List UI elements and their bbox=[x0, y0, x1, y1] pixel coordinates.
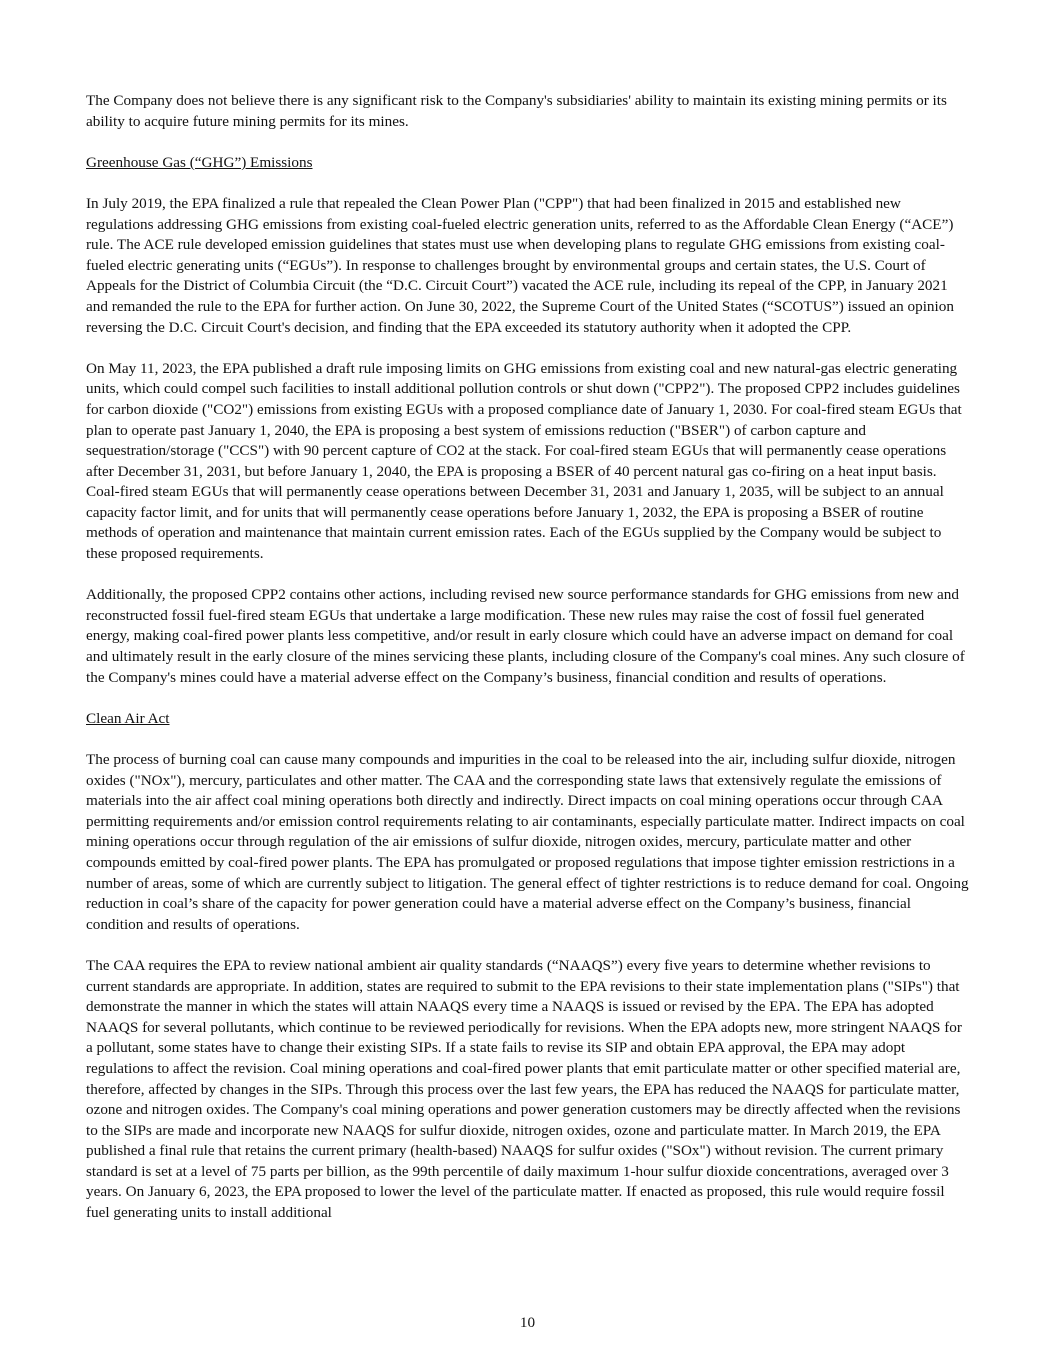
caa-paragraph-1: The process of burning coal can cause many compounds and impurities in the coal to be released into the air, including sulfur dioxide, nitrogen oxides ("NOx"), mercury, particulates and other matter. The CAA and the corresponding state laws that extensively regulate the emissions of materials into the air affect coal mining operations both directly and indirectly. Direct impacts on coal mining operations occur through CAA permitting requirements and/or emission control requirements relating to air contaminants, especially particulate matter. Indirect impacts on coal mining operations occur through regulation of the air emissions of sulfur dioxide, nitrogen oxides, mercury, particulate matter and other compounds emitted by coal-fired power plants. The EPA has promulgated or proposed regulations that impose tighter emission restrictions in a number of areas, some of which are currently subject to litigation. The general effect of tighter restrictions is to reduce demand for coal. Ongoing reduction in coal’s share of the capacity for power generation could have a material adverse effect on the Company’s business, financial condition and results of operations. bbox=[86, 751, 969, 933]
document-body bbox=[86, 91, 970, 1224]
intro-paragraph: The Company does not believe there is any significant risk to the Company's subsidiaries' ability to maintain its existing mining permits or its ability to acquire future mining permits for its mines. bbox=[86, 92, 947, 130]
ghg-paragraph-1: In July 2019, the EPA finalized a rule that repealed the Clean Power Plan ("CPP") that had been finalized in 2015 and established new regulations addressing GHG emissions from existing coal-fueled electric generation units, referred to as the Affordable Clean Energy (“ACE”) rule. The ACE rule developed emission guidelines that states must use when developing plans to regulate GHG emissions from existing coal-fueled electric generating units (“EGUs”). In response to challenges brought by environmental groups and certain states, the U.S. Court of Appeals for the District of Columbia Circuit (the “D.C. Circuit Court”) vacated the ACE rule, including its repeal of the CPP, in January 2021 and remanded the rule to the EPA for further action. On June 30, 2022, the Supreme Court of the United States (“SCOTUS”) issued an opinion reversing the D.C. Circuit Court's decision, and finding that the EPA exceeded its statutory authority when it adopted the CPP. bbox=[86, 194, 954, 336]
ghg-paragraph-2: On May 11, 2023, the EPA published a draft rule imposing limits on GHG emissions from existing coal and new natural-gas electric generating units, which could compel such facilities to install additional pollution controls or shut down ("CPP2"). The proposed CPP2 includes guidelines for carbon dioxide ("CO2") emissions from existing EGUs with a proposed compliance date of January 1, 2030. For coal-fired steam EGUs that plan to operate past January 1, 2040, the EPA is proposing a best system of emissions reduction ("BSER") of carbon capture and sequestration/storage ("CCS") with 90 percent capture of CO2 at the stack. For coal-fired steam EGUs that will permanently cease operations after December 31, 2031, but before January 1, 2040, the EPA is proposing a BSER of 40 percent natural gas co-firing on a heat input basis. Coal-fired steam EGUs that will permanently cease operations between December 31, 2031 and January 1, 2035, will be subject to an annual capacity factor limit, and for units that will permanently cease operations before January 1, 2032, the EPA is proposing a BSER of routine methods of operation and maintenance that maintain current emission rates. Each of the EGUs supplied by the Company would be subject to these proposed requirements. bbox=[86, 359, 962, 563]
caa-section-heading: Clean Air Act bbox=[86, 709, 170, 727]
ghg-paragraph-3: Additionally, the proposed CPP2 contains other actions, including revised new source performance standards for GHG emissions from new and reconstructed fossil fuel-fired steam EGUs that undertake a large modification. These new rules may raise the cost of fossil fuel generated energy, making coal-fired power plants less competitive, and/or result in early closure which could have an adverse impact on demand for coal and ultimately result in the early closure of the mines servicing these plants, including closure of the Company's coal mines. Any such closure of the Company's mines could have a material adverse effect on the Company’s business, financial condition and results of operations. bbox=[86, 586, 965, 686]
page-number: 10 bbox=[519, 1314, 536, 1331]
caa-paragraph-2: The CAA requires the EPA to review national ambient air quality standards (“NAAQS”) every five years to determine whether revisions to current standards are appropriate. In addition, states are required to submit to the EPA revisions to their state implementation plans ("SIPs") that demonstrate the manner in which the states will attain NAAQS every time a NAAQS is issued or revised by the EPA. The EPA has adopted NAAQS for several pollutants, which continue to be reviewed periodically for revisions. When the EPA adopts new, more stringent NAAQS for a pollutant, some states have to change their existing SIPs. If a state fails to revise its SIP and obtain EPA approval, the EPA may adopt regulations to affect the revision. Coal mining operations and coal-fired power plants that emit particulate matter or other specified material are, therefore, affected by changes in the SIPs. Through this process over the last few years, the EPA has reduced the NAAQS for particulate matter, ozone and nitrogen oxides. The Company's coal mining operations and power generation customers may be directly affected when the revisions to the SIPs are made and incorporate new NAAQS for sulfur dioxide, nitrogen oxides, ozone and particulate matter. In March 2019, the EPA published a final rule that retains the current primary (health-based) NAAQS for sulfur oxides ("SOx") without revision. The current primary standard is set at a level of 75 parts per billion, as the 99th percentile of daily maximum 1-hour sulfur dioxide concentrations, averaged over 3 years. On January 6, 2023, the EPA proposed to lower the level of the particulate matter. If enacted as proposed, this rule would require fossil fuel generating units to install additional bbox=[86, 956, 962, 1222]
ghg-section-heading: Greenhouse Gas (“GHG”) Emissions bbox=[86, 153, 313, 171]
